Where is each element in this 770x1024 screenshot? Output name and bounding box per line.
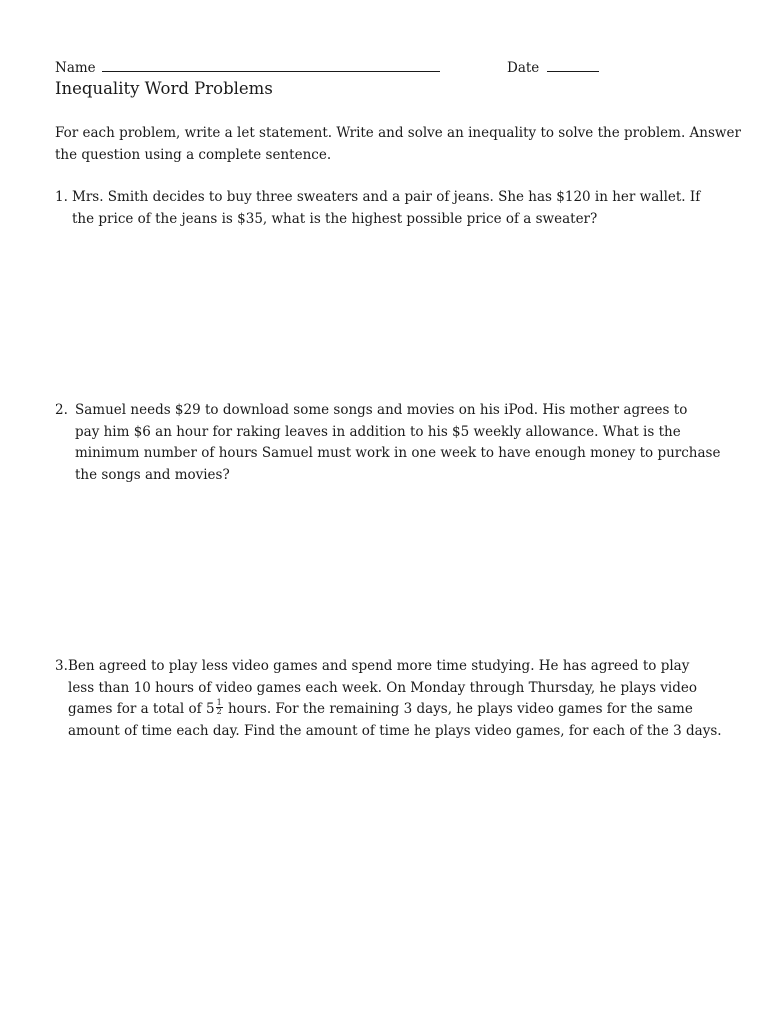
problem-line: less than 10 hours of video games each week. On Monday through Thursday, he plays video	[68, 679, 698, 696]
date-blank-line	[547, 57, 599, 72]
fraction-denominator: 2	[216, 707, 222, 716]
problem-text	[68, 656, 722, 742]
fraction-numerator: 1	[216, 698, 222, 707]
name-blank-line	[102, 57, 440, 72]
problem-number: 3.	[55, 658, 68, 674]
instructions-line: For each problem, write a let statement. Write and solve an inequality to solve the problem. Answer	[55, 125, 741, 141]
problem-line: Ben agreed to play less video games and spend more time studying. He has agreed to play	[68, 658, 690, 674]
problem-line-with-fraction	[68, 699, 698, 721]
problem-line: the price of the jeans is $35, what is the highest possible price of a sweater?	[72, 210, 598, 227]
line-text-before-fraction: games for a total of 5	[68, 701, 215, 717]
page-title: Inequality Word Problems	[55, 79, 273, 98]
problem-line: minimum number of hours Samuel must work in one week to have enough money to purchase	[75, 445, 721, 461]
mixed-fraction	[216, 699, 223, 716]
line-text-after-fraction: hours. For the remaining 3 days, he plays video games for the same	[223, 701, 693, 717]
problem-line: the songs and movies?	[75, 466, 230, 483]
problem-line: amount of time each day. Find the amount of time he plays video games, for each of the 3 days.	[68, 722, 722, 739]
problem-text	[75, 400, 721, 486]
problem-text	[72, 187, 701, 230]
name-field	[55, 57, 440, 76]
name-label: Name	[55, 60, 96, 76]
problem-line: pay him $6 an hour for raking leaves in addition to his $5 weekly allowance. What is the	[75, 423, 681, 440]
date-field	[507, 57, 599, 76]
instructions	[55, 123, 741, 166]
problem-number: 1.	[55, 189, 68, 205]
problem-line: Mrs. Smith decides to buy three sweaters and a pair of jeans. She has $120 in her wallet. If	[72, 189, 701, 205]
problem-number: 2.	[55, 402, 68, 418]
header-row	[55, 57, 705, 77]
instructions-line: the question using a complete sentence.	[55, 146, 332, 163]
date-label: Date	[507, 60, 540, 76]
problem-line: Samuel needs $29 to download some songs and movies on his iPod. His mother agrees to	[75, 402, 688, 418]
